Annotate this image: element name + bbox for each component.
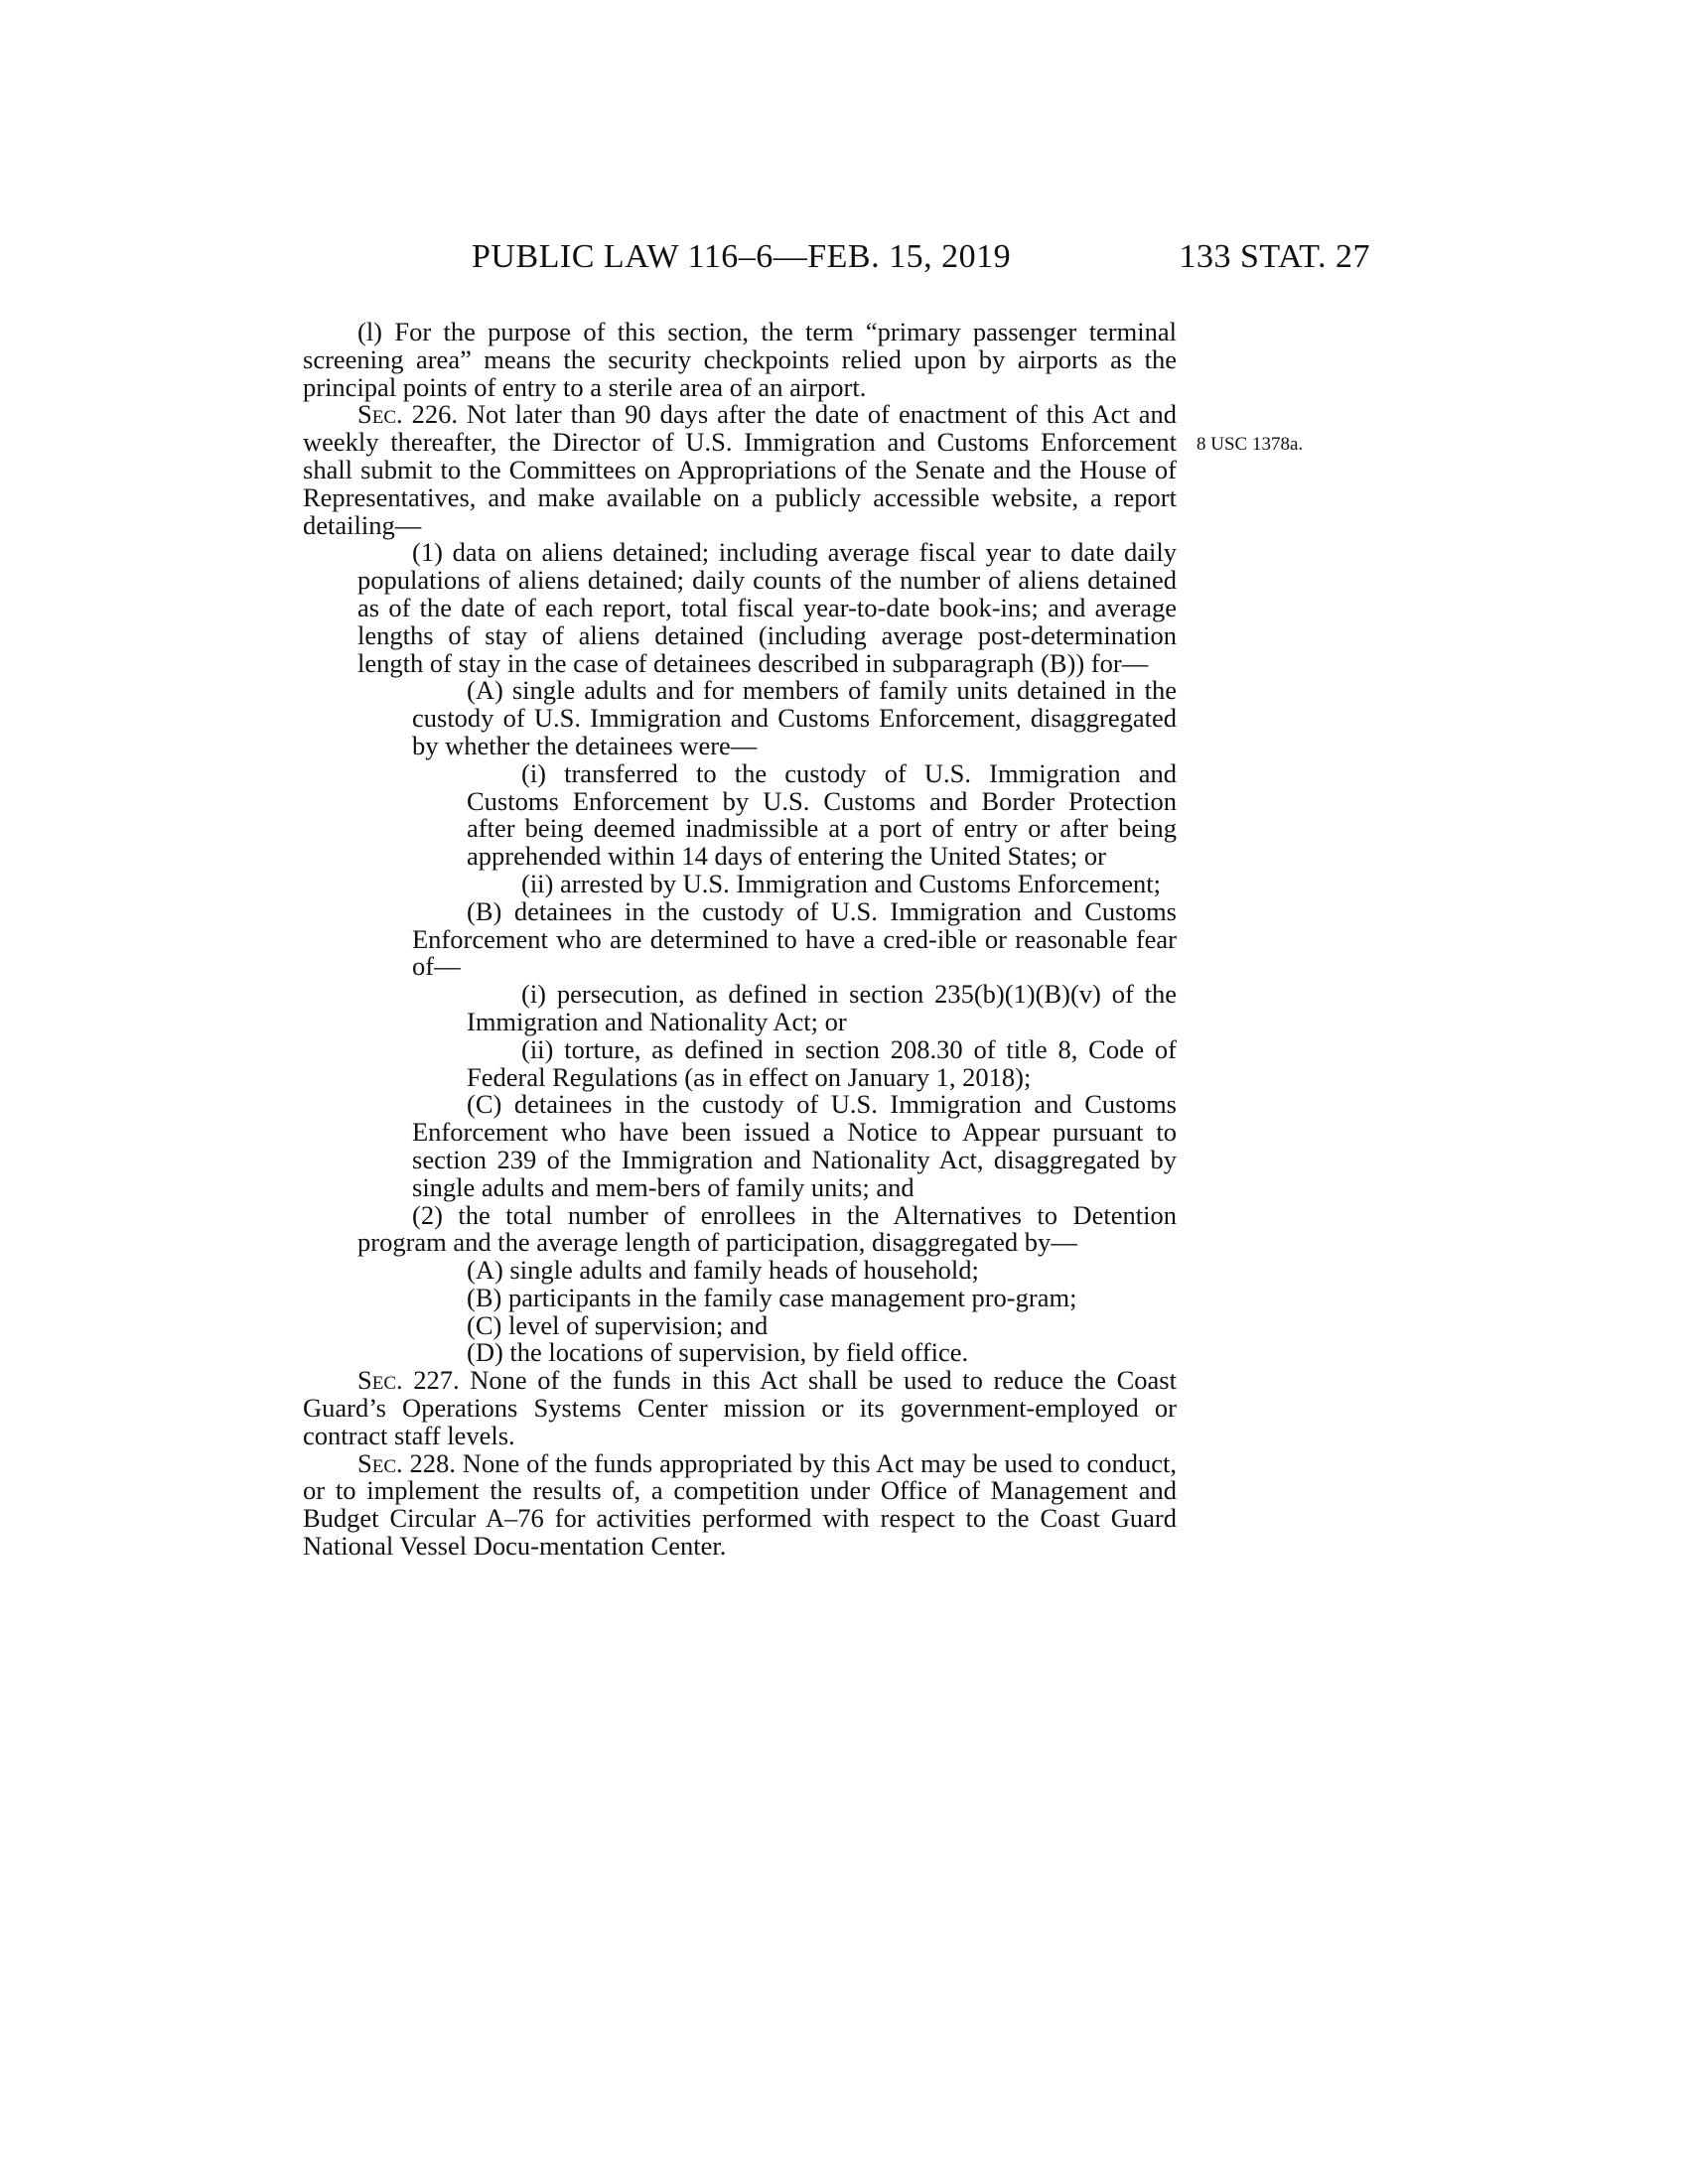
paragraph-1: (1) data on aliens detained; including average fiscal year to date daily populations of aliens detained; daily counts of the number of aliens detained as of the date of each report, total fiscal year-to-date book-ins; and average lengths of stay of aliens detained (including average post-determination length of stay in the case of detainees described in subparagraph (B)) for— xyxy=(357,537,1177,678)
paragraph-1-B-ii: (ii) torture, as defined in section 208.30 of title 8, Code of Federal Regulations (as in effect on January 1, 2018); xyxy=(467,1033,1177,1092)
paragraph-2-C: (C) level of supervision; and xyxy=(467,1309,769,1340)
margin-citation: 8 USC 1378a. xyxy=(1196,434,1304,455)
sec-label: Sec xyxy=(357,399,397,430)
paragraph-2-A: (A) single adults and family heads of household; xyxy=(467,1255,979,1286)
paragraph-1-C: (C) detainees in the custody of U.S. Immigration and Customs Enforcement who have been issued a Notice to Appear pursuant to section 239 of the Immigration and Nationality Act, disaggregated by single adults and mem-bers of family units; and xyxy=(412,1089,1177,1202)
paragraph-1-A: (A) single adults and for members of family units detained in the custody of U.S. Immigration and Customs Enforcement, disaggregated by whether the detainees were— xyxy=(412,675,1177,760)
paragraph-2: (2) the total number of enrollees in the Alternatives to Detention program and the average length of participation, disaggregated by— xyxy=(357,1199,1177,1258)
paragraph-l: (l) For the purpose of this section, the term “primary passenger terminal screening area” means the security checkpoints relied upon by airports as the principal points of entry to a sterile area of an airport. xyxy=(303,317,1177,402)
running-header xyxy=(298,238,1370,288)
section-227-text: . 227. None of the funds in this Act shall be used to reduce the Coast Guard’s Operations Systems Center mission or its government-employed or contract staff levels. xyxy=(303,1365,1177,1450)
paragraph-1-A-i: (i) transferred to the custody of U.S. Immigration and Customs Enforcement by U.S. Customs and Border Protection after being deemed inadmissible at a port of entry or after being apprehended within 14 days of entering the United States; or xyxy=(467,757,1177,872)
document-body xyxy=(303,319,1177,1561)
paragraph-1-B-i: (i) persecution, as defined in section 235(b)(1)(B)(v) of the Immigration and Nationality Act; or xyxy=(467,979,1177,1036)
paragraph-2-B: (B) participants in the family case management pro-gram; xyxy=(467,1282,1077,1312)
paragraph-1-A-ii: (ii) arrested by U.S. Immigration and Customs Enforcement; xyxy=(521,868,1161,898)
paragraph-2-D: (D) the locations of supervision, by field office. xyxy=(467,1337,969,1368)
section-226 xyxy=(303,401,1177,539)
section-228-text: . 228. None of the funds appropriated by this Act may be used to conduct, or to implement the results of, a competition under Office of Management and Budget Circular A–76 for activities performed with respect to the Coast Guard National Vessel Docu-mentation Center. xyxy=(303,1447,1177,1562)
paragraph-1-B: (B) detainees in the custody of U.S. Immigration and Customs Enforcement who are determined to have a cred-ible or reasonable fear of— xyxy=(412,895,1177,982)
section-227 xyxy=(303,1367,1177,1449)
section-228 xyxy=(303,1447,1177,1562)
sec-label: Sec xyxy=(357,1365,397,1396)
section-226-text: . 226. Not later than 90 days after the date of enactment of this Act and weekly thereafter, the Director of U.S. Immigration and Customs Enforcement shall submit to the Committees on Appropriations of the Senate and the House of Representatives, and make available on a publicly accessible website, a report detailing— xyxy=(303,399,1177,540)
sec-label: Sec xyxy=(357,1447,397,1478)
page-number: 133 STAT. 27 xyxy=(1179,238,1370,275)
header-title: PUBLIC LAW 116–6—FEB. 15, 2019 xyxy=(472,238,1012,275)
